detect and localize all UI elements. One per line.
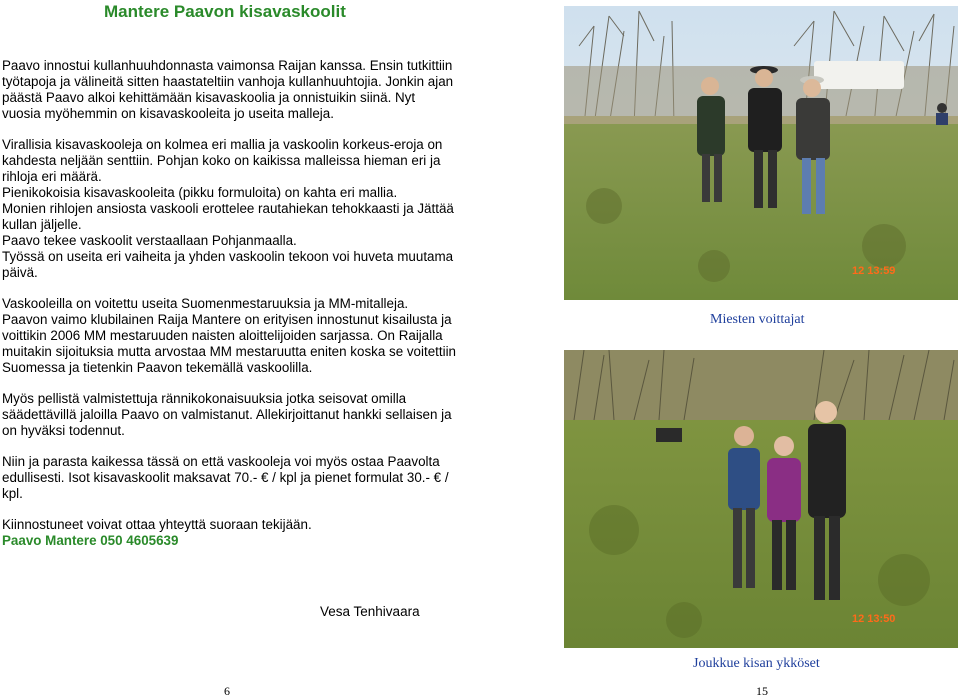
paragraph: Monien rihlojen ansiosta vaskooli erottelee rautahiekan tehokkaasti ja Jättää kullan jäljelle. bbox=[2, 201, 454, 232]
paragraph: Myös pellistä valmistettuja rännikokonaisuuksia jotka seisovat omilla säädettävillä jaloilla Paavo on valmistanut. Allekirjoittanut hankki sellaisen ja on hyväksi todennut. bbox=[2, 391, 452, 438]
paragraph: Työssä on useita eri vaiheita ja yhden vaskoolin tekoon voi huveta muutama päivä. bbox=[2, 249, 454, 280]
paragraph: Virallisia kisavaskooleja on kolmea eri mallia ja vaskoolin korkeus-eroja on kahdesta neljään senttiin. Pohjan koko on kaikissa malleissa hieman eri ja rihloja eri määrä. bbox=[2, 137, 443, 184]
article-body bbox=[2, 58, 457, 549]
paragraph: Paavon vaimo klubilainen Raija Mantere on erityisen innostunut kisailusta ja voittikin 2006 MM mestaruuden naisten aloittelijoiden sarjassa. On Raijalla muitakin sijoituksia mutta arvostaa MM mestaruutta eniten koska se voitettiin Suomessa ja tietenkin Paavon tekemällä vaskoolilla. bbox=[2, 312, 456, 375]
paragraph: Paavo innostui kullanhuuhdonnasta vaimonsa Raijan kanssa. Ensin tutkittiin työtapoja ja välineitä sitten haastateltiin vanhoja kullanhuuhtojia. Jonkin ajan päästä Paavo alkoi kehittämään kisavaskoolia ja onnistuikin siinä. Nyt vuosia myöhemmin on kisavaskooleita jo useita malleja. bbox=[2, 58, 454, 121]
photo-caption-team: Joukkue kisan ykköset bbox=[693, 656, 820, 671]
photo-team-winners bbox=[564, 350, 958, 648]
contact-line: Paavo Mantere 050 4605639 bbox=[2, 533, 179, 548]
page-number-right: 15 bbox=[756, 684, 768, 698]
paragraph: Pienikokoisia kisavaskooleita (pikku formuloita) on kahta eri mallia. bbox=[2, 185, 398, 200]
paragraph: Vaskooleilla on voitettu useita Suomenmestaruuksia ja MM-mitalleja. bbox=[2, 296, 409, 311]
paragraph: Paavo tekee vaskoolit verstaallaan Pohjanmaalla. bbox=[2, 233, 297, 248]
page-number-left: 6 bbox=[224, 684, 230, 698]
author-signature: Vesa Tenhivaara bbox=[320, 604, 420, 619]
photo-caption-men: Miesten voittajat bbox=[710, 312, 805, 327]
photo-timestamp: 12 13:59 bbox=[852, 265, 896, 277]
photo-timestamp: 12 13:50 bbox=[852, 613, 896, 625]
paragraph: Kiinnostuneet voivat ottaa yhteyttä suoraan tekijään. bbox=[2, 517, 312, 532]
paragraph: Niin ja parasta kaikessa tässä on että vaskooleja voi myös ostaa Paavolta edullisesti. Isot kisavaskoolit maksavat 70.- € / kpl ja pienet formulat 30.- € / kpl. bbox=[2, 454, 449, 501]
page-title: Mantere Paavon kisavaskoolit bbox=[104, 2, 346, 21]
photo-men-winners bbox=[564, 6, 958, 300]
